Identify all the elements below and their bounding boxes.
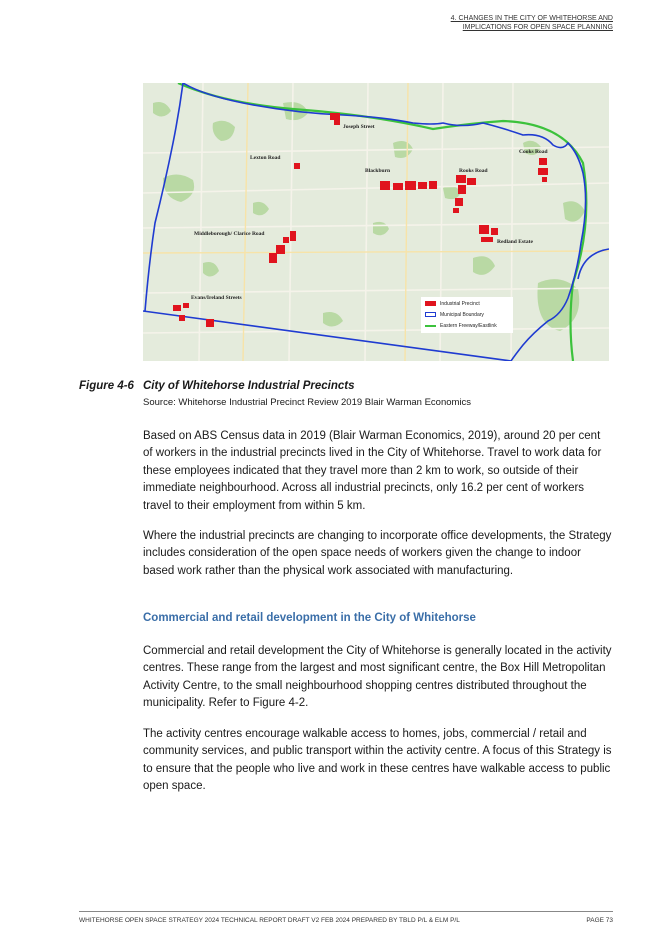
footer-text: WHITEHORSE OPEN SPACE STRATEGY 2024 TECHNICAL REPORT DRAFT V2 FEB 2024 PREPARED BY TBLD P/L & ELM P/L	[79, 917, 460, 924]
body-paragraph-1: Based on ABS Census data in 2019 (Blair Warman Economics, 2019), around 20 per cent of workers in the industrial precincts lived in the City of Whitehorse. Travel to work data for these employees indicated that they travel more than 2 km to work, so outside of their immediate neighbourhood. Across all industrial precincts, only 16.2 per cent of workers travel to their employment from within 5 km.	[143, 430, 602, 512]
legend-label-industrial: Industrial Precinct	[440, 300, 480, 307]
running-head-line1: 4. CHANGES IN THE CITY OF WHITEHORSE AND	[450, 15, 613, 22]
legend-item-boundary	[425, 310, 484, 319]
body-paragraph-4: The activity centres encourage walkable access to homes, jobs, commercial / retail and community services, and public transport within the activity centre. A focus of this Strategy is to ensure that the people who live and work in these centres have walkable access to public open space.	[143, 728, 612, 793]
industrial-precincts-map	[143, 83, 609, 361]
map-label-blackburn: Blackburn	[365, 168, 391, 174]
map-label-lexton-road: Lexton Road	[250, 155, 281, 161]
legend-label-freeway: Eastern Freeway/Eastlink	[440, 322, 497, 329]
map-graphic	[143, 83, 609, 361]
map-legend	[421, 297, 513, 333]
legend-item-industrial	[425, 299, 480, 308]
page-number: PAGE 73	[586, 917, 613, 924]
map-label-rooks-road: Rooks Road	[459, 168, 488, 174]
legend-item-freeway	[425, 321, 497, 330]
figure-caption	[79, 380, 355, 392]
body-paragraph-2: Where the industrial precincts are changing to incorporate office developments, the Strategy includes consideration of the open space needs of workers given the change to indoor based work rather than the physical work associated with manufacturing.	[143, 530, 612, 577]
legend-label-boundary: Municipal Boundary	[440, 311, 484, 318]
map-label-redland-estate: Redland Estate	[497, 239, 533, 245]
legend-swatch-industrial	[425, 301, 436, 306]
map-label-evans-ireland: Evans/Ireland Streets	[191, 295, 242, 301]
footer-rule	[79, 911, 613, 912]
map-label-joseph-street: Joseph Street	[343, 124, 375, 130]
legend-swatch-freeway	[425, 325, 436, 327]
map-label-cooks-road: Cooks Road	[519, 149, 548, 155]
figure-title: City of Whitehorse Industrial Precincts	[143, 380, 355, 392]
section-heading: Commercial and retail development in the City of Whitehorse	[143, 612, 476, 624]
body-paragraph-3: Commercial and retail development the City of Whitehorse is generally located in the activity centres. These range from the largest and most significant centre, the Box Hill Metropolitan Activity Centre, to the small neighbourhood shopping centres distributed throughout the municipality. Refer to Figure 4-2.	[143, 645, 612, 710]
running-head	[451, 15, 613, 32]
figure-source: Source: Whitehorse Industrial Precinct Review 2019 Blair Warman Economics	[143, 397, 472, 408]
running-head-line2: IMPLICATIONS FOR OPEN SPACE PLANNING	[462, 23, 613, 31]
figure-number: Figure 4-6	[79, 380, 134, 392]
legend-swatch-boundary	[425, 312, 436, 317]
map-label-middleborough: Middleborough/ Clarice Road	[194, 231, 265, 237]
